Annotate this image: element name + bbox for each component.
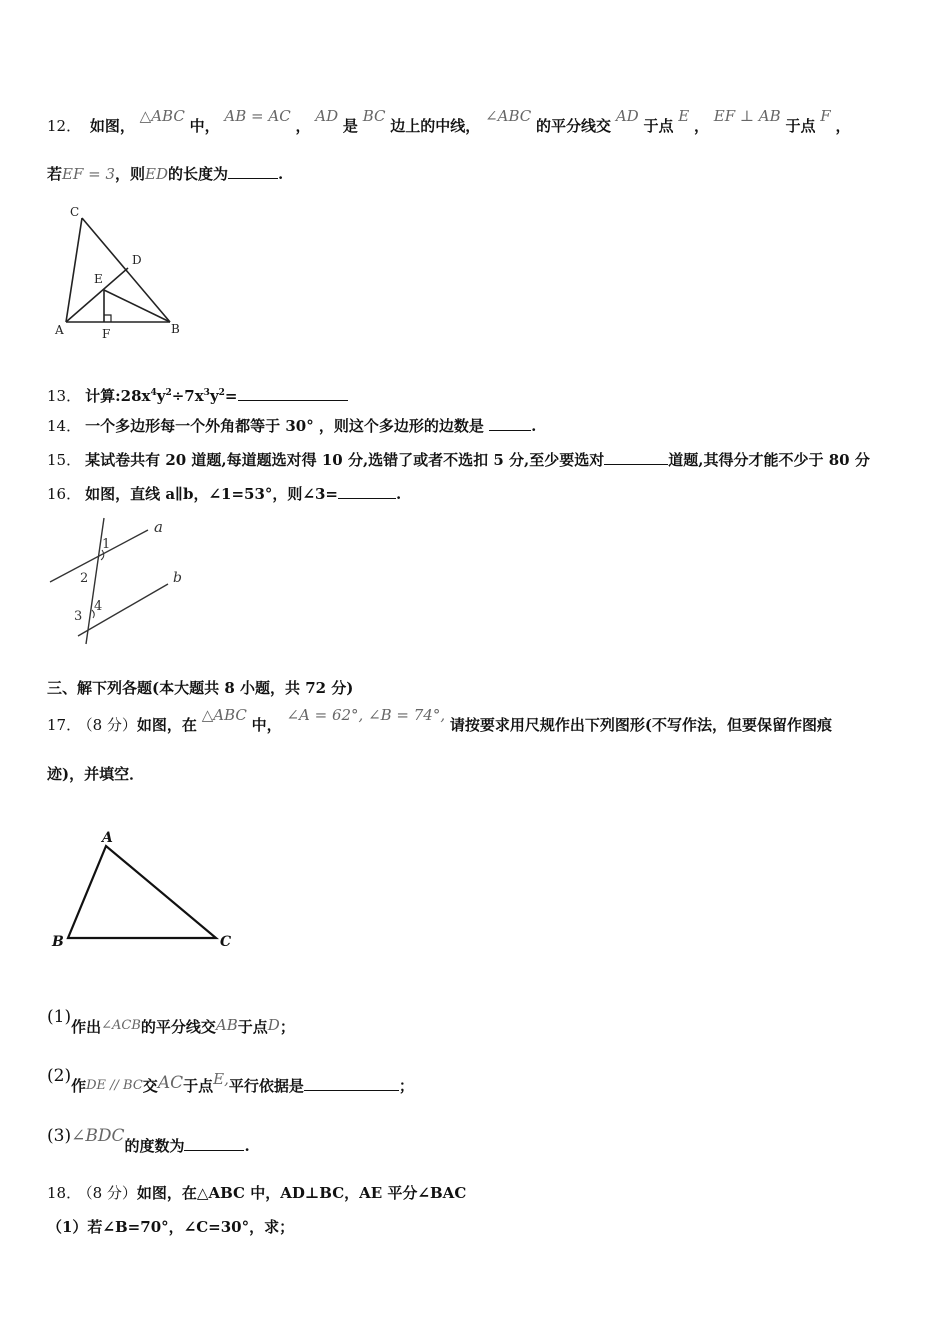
math-angle-abc: ∠ABC <box>485 107 532 125</box>
q17-text: 平行依据是 <box>228 1077 304 1095</box>
right-angle-mark <box>104 315 111 322</box>
q12-text: 的长度为 <box>168 165 229 183</box>
answer-blank[interactable] <box>489 416 531 431</box>
q16-parallel-lines-figure <box>44 510 204 650</box>
q17-number: 17． <box>47 716 82 734</box>
math-triangle-abc: △ABC <box>201 706 247 724</box>
math-triangle-abc: △ABC <box>139 107 185 125</box>
triangle-abc <box>68 846 216 938</box>
q17-line2: 迹)，并填空． <box>47 765 145 783</box>
math-ef-perp-ab: EF ⊥ AB <box>713 107 781 125</box>
math-angle-bdc: ∠BDC <box>71 1126 125 1146</box>
math-ef-eq-3: EF = 3 <box>62 165 116 183</box>
part-label: (2) <box>47 1066 72 1086</box>
q13-exp: 2 <box>218 388 225 398</box>
answer-blank[interactable] <box>304 1076 399 1091</box>
label-e: E <box>94 272 103 286</box>
q13-line <box>47 383 348 406</box>
label-f: F <box>102 327 111 341</box>
q16-text: . <box>396 485 402 503</box>
label-b: B <box>171 322 180 336</box>
answer-blank[interactable] <box>184 1136 244 1151</box>
q17-text: ； <box>279 1018 295 1036</box>
q17-points: （8 分） <box>85 716 137 734</box>
math-f: F <box>820 107 831 125</box>
label-angle-3: 3 <box>74 609 83 624</box>
q17-text: 作 <box>71 1077 87 1095</box>
q12-text: ，则 <box>115 165 146 183</box>
q17-text: 的平分线交 <box>140 1018 216 1036</box>
q12-triangle-figure <box>50 200 190 342</box>
q18-line1 <box>47 1183 466 1203</box>
segment-be <box>104 290 170 322</box>
q17-triangle-figure <box>46 826 246 954</box>
answer-blank[interactable] <box>238 386 348 401</box>
label-angle-1: 1 <box>102 537 111 552</box>
label-b: b <box>173 570 182 586</box>
q15-line <box>47 450 870 470</box>
q14-text: 一个多边形每一个外角都等于 30° ，则这个多边形的边数是 <box>85 417 484 435</box>
q15-number: 15． <box>47 451 82 469</box>
q15-text: 道题,其得分才能不少于 80 分 <box>668 451 870 469</box>
q12-text: 若 <box>47 165 63 183</box>
q17-text: 于点 <box>183 1077 214 1095</box>
label-d: D <box>132 253 142 267</box>
q17-line1 <box>47 706 833 735</box>
q12-text: 如图， <box>89 117 135 135</box>
q13-exp: 4 <box>150 388 157 398</box>
part-label: (3) <box>47 1126 72 1146</box>
math-bc: BC <box>362 107 386 125</box>
q12-line1 <box>47 107 851 136</box>
label-a: a <box>154 518 163 536</box>
answer-blank[interactable] <box>604 450 668 465</box>
q17-text: 如图，在 <box>136 716 197 734</box>
q17-text: 交 <box>142 1077 158 1095</box>
label-a: A <box>102 830 113 846</box>
q13-expr: = <box>224 387 238 405</box>
label-a: A <box>55 323 64 337</box>
q17-text: 于点 <box>237 1018 268 1036</box>
math-de-parallel-bc: DE // BC <box>86 1078 143 1093</box>
q17-part3 <box>47 1126 250 1156</box>
math-angles: ∠A = 62°, ∠B = 74°, <box>286 706 446 724</box>
q17-text: 的度数为 <box>124 1137 185 1155</box>
math-ed: ED <box>145 165 169 183</box>
q13-text: 计算: <box>85 387 121 405</box>
q13-expr: y <box>156 387 166 405</box>
section-3-title: 三、解下列各题(本大题共 8 小题，共 72 分) <box>47 679 354 697</box>
q16-number: 16． <box>47 485 82 503</box>
q17-text: 中， <box>251 716 282 734</box>
label-c: C <box>220 934 232 950</box>
math-ab-eq-ac: AB = AC <box>224 107 291 125</box>
label-c: C <box>70 205 80 219</box>
math-angle-acb: ∠ACB <box>101 1018 141 1033</box>
q14-line <box>47 416 536 436</box>
math-ac: AC <box>157 1073 184 1093</box>
part-label: (1) <box>47 1007 72 1027</box>
q16-line <box>47 484 401 504</box>
q13-expr: 28x <box>120 387 151 405</box>
q14-text: . <box>531 417 537 435</box>
math-ad: AD <box>615 107 639 125</box>
q12-number: 12． <box>47 117 82 135</box>
q18-line2: （1）若∠B=70°，∠C=30°，求； <box>47 1218 295 1236</box>
q12-text: ， <box>694 117 710 135</box>
q17-text: ； <box>398 1077 414 1095</box>
q12-text: ， <box>835 117 851 135</box>
q18-text: 如图，在△ABC 中，AD⊥BC，AE 平分∠BAC <box>136 1184 467 1202</box>
q17-part1 <box>47 1007 295 1039</box>
answer-blank[interactable] <box>228 164 278 179</box>
q14-number: 14． <box>47 417 82 435</box>
label-angle-4: 4 <box>94 599 103 614</box>
segment-ca <box>66 218 82 322</box>
q12-text: ， <box>295 117 311 135</box>
q12-text: 于点 <box>643 117 674 135</box>
q12-text: 中， <box>189 117 220 135</box>
q17-text: 请按要求用尺规作出下列图形(不写作法，但要保留作图痕 <box>449 716 833 734</box>
q12-text: 边上的中线， <box>390 117 481 135</box>
math-d: D <box>267 1016 280 1034</box>
q13-number: 13． <box>47 387 82 405</box>
q13-exp: 3 <box>203 388 210 398</box>
label-b: B <box>52 934 64 950</box>
math-e: E, <box>213 1070 229 1088</box>
q12-text: 于点 <box>785 117 816 135</box>
answer-blank[interactable] <box>338 484 396 499</box>
math-ab: AB <box>215 1016 238 1034</box>
q16-text: 如图，直线 a∥b，∠1=53°，则∠3= <box>85 485 338 503</box>
math-ad: AD <box>315 107 339 125</box>
q15-text: 某试卷共有 20 道题,每道题选对得 10 分,选错了或者不选扣 5 分,至少要选对 <box>85 451 605 469</box>
label-angle-2: 2 <box>80 571 89 586</box>
math-e: E <box>678 107 690 125</box>
q17-part2 <box>47 1066 414 1098</box>
q18-number: 18． <box>47 1184 82 1202</box>
q17-text: . <box>244 1137 250 1155</box>
q12-text: 是 <box>342 117 358 135</box>
q13-expr: ÷7x <box>171 387 204 405</box>
q12-line2 <box>47 164 283 184</box>
q17-text: 作出 <box>71 1018 102 1036</box>
q13-exp: 2 <box>165 388 172 398</box>
q13-expr: y <box>209 387 219 405</box>
q18-points: （8 分） <box>85 1184 137 1202</box>
q12-text: . <box>278 165 284 183</box>
q12-text: 的平分线交 <box>536 117 612 135</box>
